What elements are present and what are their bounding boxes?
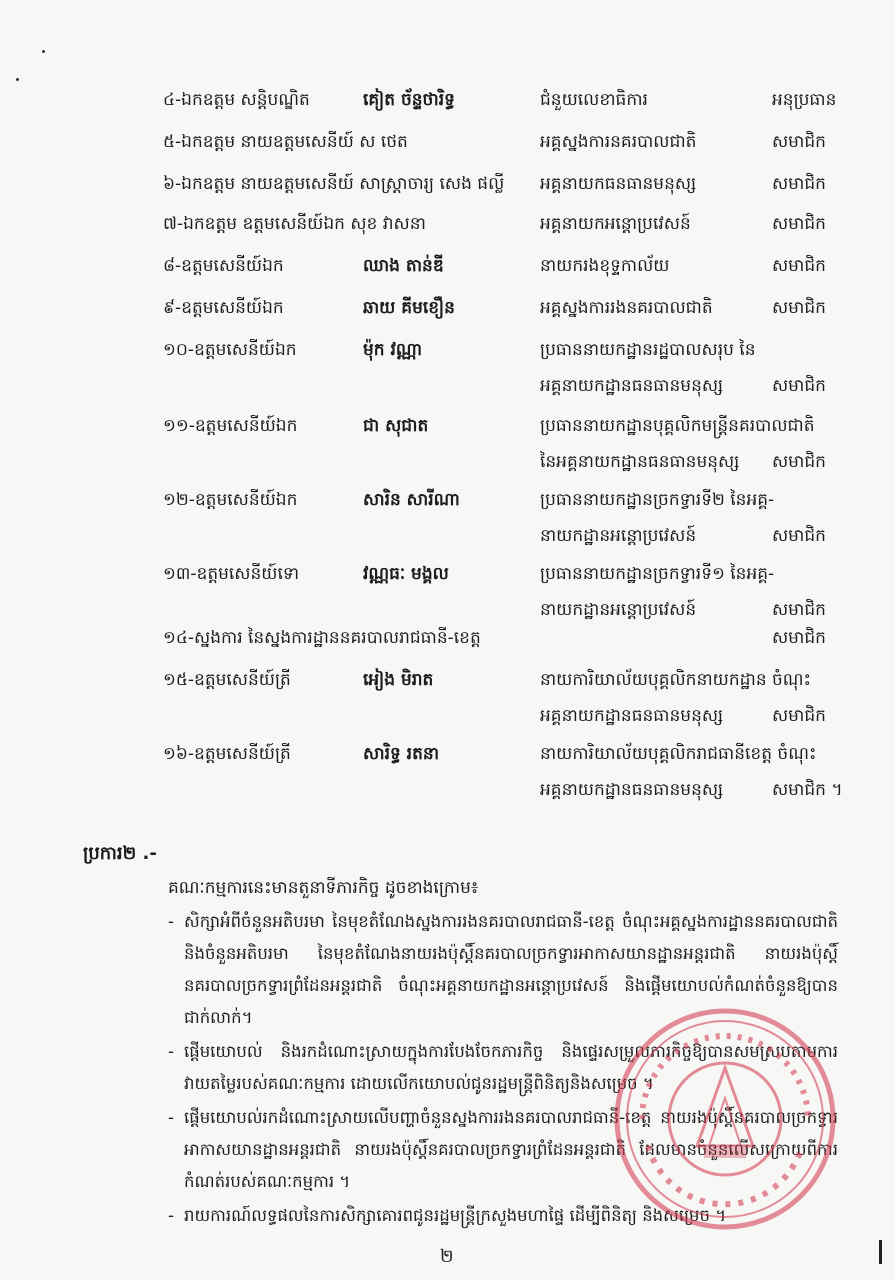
duty-list <box>168 906 838 1234</box>
duty-item <box>168 1102 838 1198</box>
member-position-line: អគ្គនាយកដ្ឋានធនធានមនុស្ស <box>540 376 724 396</box>
member-role: សមាជិក <box>772 214 826 234</box>
member-position-line: អគ្គនាយកដ្ឋានធនធានមនុស្ស <box>540 780 724 800</box>
member-rank: ១១-ឧត្តមសេនីយ៍ឯក <box>163 416 298 436</box>
member-position: ជំនួយលេខាធិការ <box>540 90 648 110</box>
member-position-line: ប្រធាននាយកដ្ឋានច្រកទ្វារទី២ នៃអគ្គ- <box>540 490 775 510</box>
page-number: ២ <box>440 1246 454 1267</box>
member-role: អនុប្រធាន <box>772 90 837 110</box>
member-row <box>0 620 895 660</box>
member-name: គៀត ច័ន្ទថារិទ្ធ <box>363 90 455 110</box>
member-role: សមាជិក ។ <box>772 780 843 800</box>
member-rank: ១៤-ស្នងការ នៃស្នងការដ្ឋាននគរបាលរាជធានី-ខេត្ត <box>163 628 481 648</box>
member-position-line: អគ្គនាយកដ្ឋានធនធានមនុស្ស <box>540 706 724 726</box>
member-position-line: នាយកដ្ឋានអន្តោប្រវេសន៍ <box>540 600 697 620</box>
member-row <box>0 290 895 330</box>
member-row <box>0 662 895 738</box>
member-rank: ១៦-ឧត្តមសេនីយ៍ត្រី <box>163 744 291 764</box>
member-rank: ៦-ឯកឧត្តម នាយឧត្តមសេនីយ៍ សាស្ត្រាចារ្យ សេង ផល្លី <box>163 174 505 194</box>
member-name: ម៉ុក វណ្ណា <box>363 340 423 360</box>
member-rank: ៩-ឧត្តមសេនីយ៍ឯក <box>163 298 284 318</box>
member-row <box>0 206 895 246</box>
member-position <box>540 556 775 628</box>
member-name: សារិន សារីណា <box>363 490 460 510</box>
member-rank: ៥-ឯកឧត្តម នាយឧត្តមសេនីយ៍ ស ថេត <box>163 132 408 152</box>
scan-edge-mark <box>879 1240 882 1264</box>
member-position: អគ្គនាយកអន្តោប្រវេសន៍ <box>540 214 691 234</box>
member-row <box>0 332 895 408</box>
duty-text: សិក្សាអំពីចំនួនអតិបរមា នៃមុខតំណែងស្នងការរងនគរបាលរាជធានី-ខេត្ត ចំណុះអគ្គស្នងការដ្ឋាននគរបាលជាតិ និងចំនួនអតិបរមា នៃមុខតំណែងនាយរងប៉ុស្តិ៍នគរបាលច្រកទ្វារអាកាសយានដ្ឋានអន្តរជាតិ នាយរងប៉ុស្តិ៍នគរបាលច្រកទ្វារព្រំដែនអន្តរជាតិ ចំណុះអគ្គនាយកដ្ឋានអន្តោប្រវេសន៍ និងផ្តើមយោបល់កំណត់ចំនួនឱ្យបានជាក់លាក់។ <box>184 912 838 1027</box>
member-role: សមាជិក <box>772 526 826 546</box>
member-row <box>0 482 895 558</box>
member-role: សមាជិក <box>772 132 826 152</box>
scan-speck <box>42 50 45 53</box>
member-position: អគ្គស្នងការរងនគរបាលជាតិ <box>540 298 713 318</box>
member-row <box>0 82 895 122</box>
member-position: អគ្គស្នងការនគរបាលជាតិ <box>540 132 697 152</box>
duty-item <box>168 906 838 1034</box>
member-role: សមាជិក <box>772 174 826 194</box>
member-position-line: ប្រធាននាយកដ្ឋានច្រកទ្វារទី១ នៃអគ្គ- <box>540 564 775 584</box>
member-name: វណ្ណធៈ មង្គល <box>363 564 449 584</box>
member-position-line: នាយការិយាល័យបុគ្គលិករាជធានីខេត្ត ចំណុះ <box>540 744 817 764</box>
member-position-line: នាយការិយាល័យបុគ្គលិកនាយកដ្ឋាន ចំណុះ <box>540 670 812 690</box>
member-role: សមាជិក <box>772 628 826 648</box>
member-role: សមាជិក <box>772 376 826 396</box>
duty-text: ផ្តើមយោបល់ និងរកដំណោះស្រាយក្នុងការបែងចែកភារកិច្ច និងផ្ទេរសម្រួលភារកិច្ចឱ្យបានសមស្របតាមការវាយតម្លៃរបស់គណៈកម្មការ ដោយលើកយោបល់ជូនរដ្ឋមន្ត្រីពិនិត្យនិងសម្រេច ។ <box>184 1042 838 1093</box>
article-intro: គណៈកម្មការនេះមានតួនាទីភារកិច្ច ដូចខាងក្រោម៖ <box>168 878 479 898</box>
member-name: ឆាយ គីមខឿន <box>363 298 455 318</box>
member-name: ជា សុជាត <box>363 416 429 436</box>
member-row <box>0 248 895 288</box>
member-position-line: ប្រធាននាយកដ្ឋានបុគ្គលិកមន្ត្រីនគរបាលជាតិ <box>540 416 815 436</box>
member-role: សមាជិក <box>772 600 826 620</box>
member-row <box>0 124 895 164</box>
member-row <box>0 166 895 206</box>
bullet-dash: - <box>168 1042 174 1061</box>
member-position <box>540 332 770 404</box>
scan-speck <box>16 78 19 81</box>
member-position: អគ្គនាយកធនធានមនុស្ស <box>540 174 697 194</box>
bullet-dash: - <box>168 1206 174 1225</box>
member-rank: ១៣-ឧត្តមសេនីយ៍ទោ <box>163 564 300 584</box>
member-name: អៀង មិរាត <box>363 670 434 690</box>
member-rank: ១៥-ឧត្តមសេនីយ៍ត្រី <box>163 670 291 690</box>
bullet-dash: - <box>168 912 174 931</box>
member-position <box>540 482 775 554</box>
duty-text: រាយការណ៍លទ្ធផលនៃការសិក្សាគោរពជូនរដ្ឋមន្ត្រីក្រសួងមហាផ្ទៃ ដើម្បីពិនិត្យ និងសម្រេច ។ <box>184 1206 727 1225</box>
member-role: សមាជិក <box>772 256 826 276</box>
member-name: សារិទ្ធ រតនា <box>363 744 440 764</box>
bullet-dash: - <box>168 1108 174 1127</box>
duty-item <box>168 1200 838 1232</box>
member-rank: ៧-ឯកឧត្តម ឧត្តមសេនីយ៍ឯក សុខ វាសនា <box>163 214 426 234</box>
member-role: សមាជិក <box>772 298 826 318</box>
member-position-line: នៃអគ្គនាយកដ្ឋានធនធានមនុស្ស <box>540 452 740 472</box>
member-row <box>0 736 895 812</box>
member-position: នាយករងខុទ្ទកាល័យ <box>540 256 670 276</box>
member-rank: ១០-ឧត្តមសេនីយ៍ឯក <box>163 340 297 360</box>
member-position-line: ប្រធាននាយកដ្ឋានរដ្ឋបាលសរុប នៃ <box>540 340 756 360</box>
member-position-line: នាយកដ្ឋានអន្តោប្រវេសន៍ <box>540 526 697 546</box>
member-name: ឈាង តាន់ឌី <box>363 256 444 276</box>
duty-text: ផ្តើមយោបល់រកដំណោះស្រាយលើបញ្ហាចំនួនស្នងការរងនគរបាលរាជធានី-ខេត្ត នាយរងប៉ុស្តិ៍នគរបាលច្រកទ្វារអាកាសយានដ្ឋានអន្តរជាតិ នាយរងប៉ុស្តិ៍នគរបាលច្រកទ្វារព្រំដែនអន្តរជាតិ ដែលមានចំនួនលើសក្រោយពីការកំណត់របស់គណៈកម្មការ ។ <box>184 1108 838 1191</box>
member-rank: ៤-ឯកឧត្តម សន្តិបណ្ឌិត <box>163 90 310 110</box>
member-role: សមាជិក <box>772 706 826 726</box>
member-row <box>0 408 895 484</box>
member-role: សមាជិក <box>772 452 826 472</box>
member-rank: ៨-ឧត្តមសេនីយ៍ឯក <box>163 256 284 276</box>
article-heading: ប្រការ២ .- <box>83 843 157 864</box>
member-rank: ១២-ឧត្តមសេនីយ៍ឯក <box>163 490 298 510</box>
duty-item <box>168 1036 838 1100</box>
